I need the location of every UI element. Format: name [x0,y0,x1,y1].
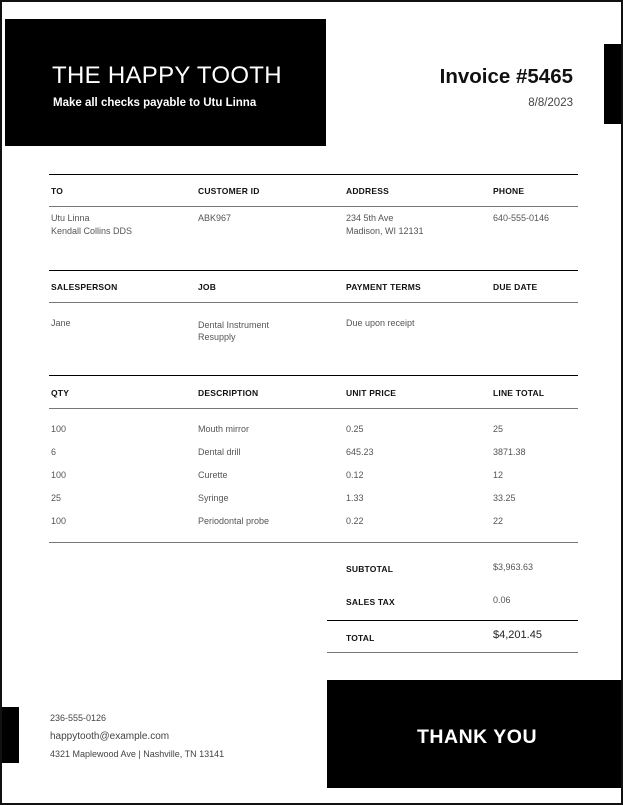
payment-terms-value: Due upon receipt [346,318,415,328]
sales-tax-label: SALES TAX [346,597,395,607]
phone-value: 640-555-0146 [493,213,550,223]
section-1-top-rule [49,174,578,175]
sales-tax-value: 0.06 [493,595,511,605]
thank-you-text: THANK YOU [417,726,538,748]
invoice-date: 8/8/2023 [528,97,573,109]
items-header-rule [49,408,578,409]
footer-address: 4321 Maplewood Ave | Nashville, TN 13141 [50,749,225,759]
line-total-header: LINE TOTAL [493,388,545,398]
item-line-total: 3871.38 [493,447,526,457]
invoice-number: Invoice #5465 [439,65,573,88]
subtotal-label: SUBTOTAL [346,564,394,574]
items-top-rule [49,375,578,376]
item-qty: 25 [51,493,62,503]
item-qty: 100 [51,516,67,526]
qty-header: QTY [51,388,70,398]
item-description: Mouth mirror [198,424,250,434]
due-date-header: DUE DATE [493,282,538,292]
job-line-1: Dental Instrument [198,320,270,330]
address-line-2: Madison, WI 12131 [346,226,424,236]
item-line-total: 12 [493,470,504,480]
item-line-total: 22 [493,516,504,526]
unit-price-header: UNIT PRICE [346,388,397,398]
section-2-header-rule [49,302,578,303]
address-line-1: 234 5th Ave [346,213,394,223]
item-unit-price: 645.23 [346,447,374,457]
total-top-rule [327,620,578,621]
description-header: DESCRIPTION [198,388,259,398]
subtotal-value: $3,963.63 [493,562,534,572]
item-qty: 100 [51,424,67,434]
decorative-tab-right [604,44,621,124]
payment-terms-header: PAYMENT TERMS [346,282,421,292]
job-line-2: Resupply [198,332,236,342]
item-qty: 6 [51,447,57,457]
footer-phone: 236-555-0126 [50,713,107,723]
address-header: ADDRESS [346,186,389,196]
items-bottom-rule [49,542,578,543]
item-unit-price: 0.25 [346,424,364,434]
total-bottom-rule [327,652,578,653]
total-value: $4,201.45 [493,629,542,641]
section-1-header-rule [49,206,578,207]
item-line-total: 25 [493,424,504,434]
item-description: Dental drill [198,447,241,457]
total-label: TOTAL [346,633,375,643]
salesperson-value: Jane [51,318,71,328]
decorative-tab-left [2,707,19,763]
company-name: THE HAPPY TOOTH [52,62,282,89]
salesperson-header: SALESPERSON [51,282,118,292]
footer-email: happytooth@example.com [50,731,170,742]
item-description: Curette [198,470,228,480]
section-2-top-rule [49,270,578,271]
customer-id-header: CUSTOMER ID [198,186,260,196]
to-name: Utu Linna [51,213,90,223]
item-line-total: 33.25 [493,493,516,503]
to-company: Kendall Collins DDS [51,226,133,236]
item-unit-price: 1.33 [346,493,364,503]
thank-you-banner [327,680,623,788]
item-unit-price: 0.12 [346,470,364,480]
payable-note: Make all checks payable to Utu Linna [53,97,257,109]
customer-id-value: ABK967 [198,213,232,223]
job-header: JOB [198,282,217,292]
item-description: Syringe [198,493,229,503]
header-banner [5,19,326,146]
item-qty: 100 [51,470,67,480]
to-header: TO [51,186,64,196]
item-description: Periodontal probe [198,516,270,526]
phone-header: PHONE [493,186,525,196]
item-unit-price: 0.22 [346,516,364,526]
